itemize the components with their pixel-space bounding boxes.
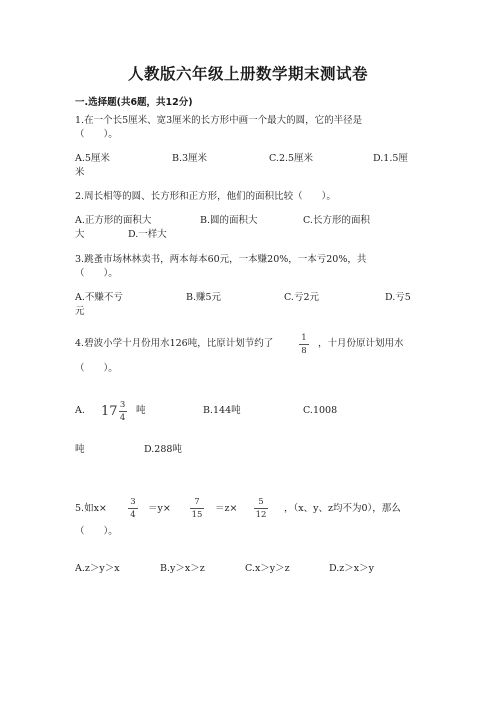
q5-fraction-2-denominator: 15 [191, 510, 203, 520]
q4-option-a-whole: 17 [101, 404, 118, 419]
q4-option-a-numerator: 3 [119, 400, 126, 410]
q4-fraction-numerator: 1 [301, 333, 307, 343]
q5-equals-z: ＝z× [215, 503, 238, 514]
q5-fraction-3-numerator: 5 [258, 497, 264, 507]
q4-option-b: B.144吨 [203, 405, 241, 416]
q4-fraction-denominator: 8 [301, 346, 307, 356]
q1-option-a: A.5厘米 [75, 153, 110, 164]
q2-option-c: C.长方形的面积 [303, 215, 370, 226]
q5-stem-part2: ，（x、y、z均不为0），那么 [284, 503, 401, 514]
fraction-bar [119, 411, 127, 412]
q5-fraction-1-denominator: 4 [130, 510, 136, 520]
q1-option-c: C.2.5厘米 [269, 153, 314, 164]
q1-option-b: B.3厘米 [172, 153, 208, 164]
q1-option-d-wrap: 米 [75, 167, 85, 178]
q3-option-a: A.不赚不亏 [75, 292, 123, 303]
q3-stem-line1: 3.跳蚤市场林林卖书，两本每本60元，一本赚20%，一本亏20%，共 [75, 254, 367, 265]
q2-option-d: D.一样大 [128, 229, 167, 240]
q4-option-d: D.288吨 [144, 444, 182, 455]
q2-stem: 2.周长相等的圆、长方形和正方形，他们的面积比较（ ）。 [75, 191, 336, 202]
q3-option-d-wrap: 元 [75, 306, 85, 317]
q4-option-a-label: A. [75, 405, 85, 416]
q4-stem-part1: 4.碧波小学十月份用水126吨，比原计划节约了 [75, 338, 274, 349]
fraction-bar [190, 508, 204, 509]
q5-stem-part1: 5.如x× [75, 503, 107, 514]
q4-option-a-fraction [119, 400, 127, 423]
q4-stem-part2: ，十月份原计划用水 [318, 338, 404, 349]
q4-option-a-denominator: 4 [119, 413, 126, 423]
q5-fraction-1-numerator: 3 [130, 497, 136, 507]
q3-option-c: C.亏2元 [284, 292, 319, 303]
q2-option-c-wrap: 大 [75, 229, 85, 240]
q5-option-d: D.z＞x＞y [329, 563, 375, 574]
q5-equals-y: ＝y× [148, 503, 171, 514]
q3-option-b: B.赚5元 [186, 292, 222, 303]
q4-stem-line2: （ ）。 [75, 363, 118, 374]
q5-fraction-2-numerator: 7 [194, 497, 200, 507]
fraction-bar [254, 508, 268, 509]
q4-option-a-mixed-number [101, 400, 127, 423]
q4-option-a-unit: 吨 [136, 405, 146, 416]
fraction-bar [128, 508, 138, 509]
q3-stem-line2: （ ）。 [75, 268, 118, 279]
q5-option-b: B.y＞x＞z [160, 563, 205, 574]
q5-option-a: A.z＞y＞x [75, 563, 120, 574]
q5-fraction-3 [254, 497, 268, 520]
q1-stem-line1: 1.在一个长5厘米、宽3厘米的长方形中画一个最大的圆，它的半径是 [75, 115, 363, 126]
q1-stem-line2: （ ）。 [75, 129, 118, 140]
q5-fraction-2 [190, 497, 204, 520]
q3-option-d: D.亏5 [385, 292, 411, 303]
fraction-bar [299, 344, 309, 345]
q5-option-c: C.x＞y＞z [245, 563, 290, 574]
q5-fraction-1 [128, 497, 138, 520]
section-heading: 一.选择题(共6题，共12分) [75, 97, 193, 108]
q4-fraction [299, 333, 309, 356]
q2-option-a: A.正方形的面积大 [75, 215, 152, 226]
q2-option-b: B.圆的面积大 [200, 215, 258, 226]
q5-stem-line2: （ ）。 [75, 526, 118, 537]
q1-option-d: D.1.5厘 [373, 153, 408, 164]
q4-option-c-wrap: 吨 [75, 444, 85, 455]
page-title: 人教版六年级上册数学期末测试卷 [127, 65, 368, 83]
q4-option-c: C.1008 [303, 405, 338, 416]
q5-fraction-3-denominator: 12 [255, 510, 267, 520]
